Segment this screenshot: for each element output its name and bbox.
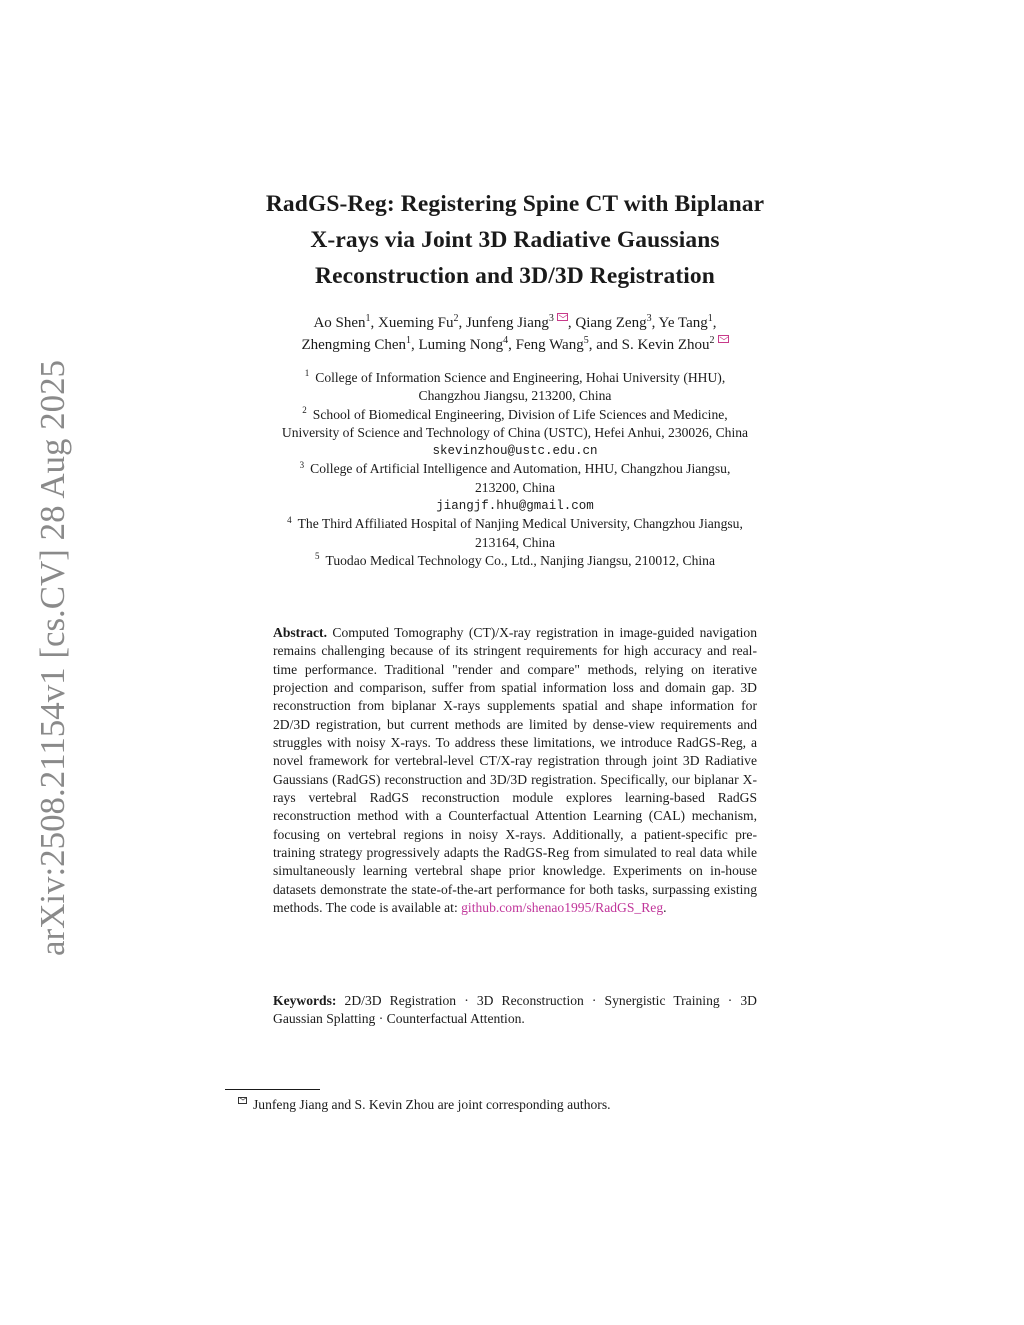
code-repository-link[interactable]: github.com/shenao1995/RadGS_Reg [461,900,664,916]
author-affiliation-number: 5 [583,335,589,346]
keywords-text: 2D/3D Registration · 3D Reconstruction · Synergistic Training · 3D Gaussian Splatting · Counterfactual Attention. [273,993,757,1027]
affiliation-text: Changzhou Jiangsu, 213200, China [418,388,612,404]
arxiv-identifier-stamp [18,358,76,958]
affiliation-line [200,515,830,533]
affiliation-line [200,479,830,497]
author-list [200,312,830,356]
title-line: X-rays via Joint 3D Radiative Gaussians [310,227,720,253]
envelope-icon[interactable] [557,313,568,321]
affiliation-email[interactable]: jiangjf.hhu@gmail.com [436,499,594,514]
abstract-end: . [663,900,667,916]
abstract [273,624,757,918]
author-affiliation-number: 2 [709,335,715,346]
author-name: Qiang Zeng [575,315,647,331]
affiliation-number: 1 [304,368,310,379]
author-separator: , [567,315,576,331]
abstract-label: Abstract. [273,625,327,640]
envelope-icon[interactable] [718,335,729,343]
author-affiliation-number: 3 [646,313,652,324]
paper-title [200,186,830,294]
author-name: Xueming Fu [378,315,454,331]
affiliation-number: 2 [302,405,307,416]
author-affiliation-number: 3 [548,313,554,324]
affiliation-number: 4 [287,514,292,525]
author-separator: , [370,315,379,331]
author-line [200,312,830,334]
affiliation-text: 213200, China [474,479,556,495]
keywords-label: Keywords: [273,993,337,1008]
arxiv-stamp-text: arXiv:2508.21154v1 [cs.CV] 28 Aug 2025 [33,358,72,956]
author-separator: , [651,315,659,331]
author-name: Ao Shen [313,315,366,331]
affiliation-text: The Third Affiliated Hospital of Nanjing Medical University, Changzhou Jiangsu, [297,516,743,532]
abstract-text: Computed Tomography (CT)/X-ray registration in image-guided navigation remains challenging because of its stringent requirements for high accuracy and real-time performance. Traditional "render and compare" methods, relying on iterative projection and comparison, suffer from spatial information loss and domain gap. 3D reconstruction from biplanar X-rays supplements spatial and shape information for 2D/3D registration, but current methods are limited by dense-view requirements and struggles with noisy X-rays. To address these limitations, we introduce RadGS-Reg, a novel framework for vertebral-level CT/X-ray registration through joint 3D Radiative Gaussians (RadGS) reconstruction and 3D/3D registration. Specifically, our biplanar X-rays vertebral RadGS reconstruction module explores learning-based RadGS reconstruction method with a Counterfactual Attention Learning (CAL) mechanism, focusing on vertebral regions in noisy X-rays. Additionally, a patient-specific pre-training strategy progressively adapts the RadGS-Reg from simulated to real data while simultaneously learning vertebral shape prior knowledge. Experiments on in-house datasets demonstrate the state-of-the-art performance for both tasks, surpassing existing methods. The code is available at: [273,625,757,916]
envelope-icon [238,1097,247,1104]
affiliation-line [200,406,830,424]
affiliation-line [200,387,830,405]
affiliation-email[interactable]: skevinzhou@ustc.edu.cn [432,444,598,459]
footnote [238,1096,798,1114]
author-affiliation-number: 1 [707,313,713,324]
title-line: Reconstruction and 3D/3D Registration [315,263,715,289]
affiliation-number: 5 [315,551,320,562]
author-name: Junfeng Jiang [465,315,549,331]
affiliation-text: Tuodao Medical Technology Co., Ltd., Nanjing Jiangsu, 210012, China [325,552,715,568]
author-line [200,334,830,356]
author-separator: , [712,315,717,331]
author-affiliation-number: 2 [453,313,459,324]
title-line: RadGS-Reg: Registering Spine CT with Biplanar [265,191,765,217]
author-separator: , and [588,337,622,353]
author-name: Ye Tang [658,315,708,331]
author-affiliation-number: 1 [406,335,412,346]
affiliation-number: 3 [299,459,305,470]
affiliation-line [200,460,830,478]
footnote-text: Junfeng Jiang and S. Kevin Zhou are joint corresponding authors. [253,1097,611,1112]
affiliation-text: College of Artificial Intelligence and Automation, HHU, Changzhou Jiangsu, [310,461,731,477]
affiliation-line [200,424,830,442]
author-name: Zhengming Chen [301,337,407,353]
affiliation-text: School of Biomedical Engineering, Division of Life Sciences and Medicine, [312,406,728,422]
author-affiliation-number: 4 [503,335,509,346]
author-separator: , [508,337,516,353]
affiliation-list [200,369,830,570]
author-affiliation-number: 1 [365,313,371,324]
keywords [273,992,757,1029]
affiliation-line [200,552,830,570]
author-name: S. Kevin Zhou [621,337,710,353]
author-separator: , [411,337,419,353]
affiliation-text: University of Science and Technology of China (USTC), Hefei Anhui, 230026, China [281,424,749,440]
author-name: Luming Nong [418,337,504,353]
footnote-divider [225,1089,320,1090]
author-name: Feng Wang [515,337,584,353]
affiliation-line [200,534,830,552]
affiliation-text: 213164, China [474,534,556,550]
author-separator: , [458,315,466,331]
affiliation-text: College of Information Science and Engineering, Hohai University (HHU), [315,370,726,385]
affiliation-line [200,369,830,387]
